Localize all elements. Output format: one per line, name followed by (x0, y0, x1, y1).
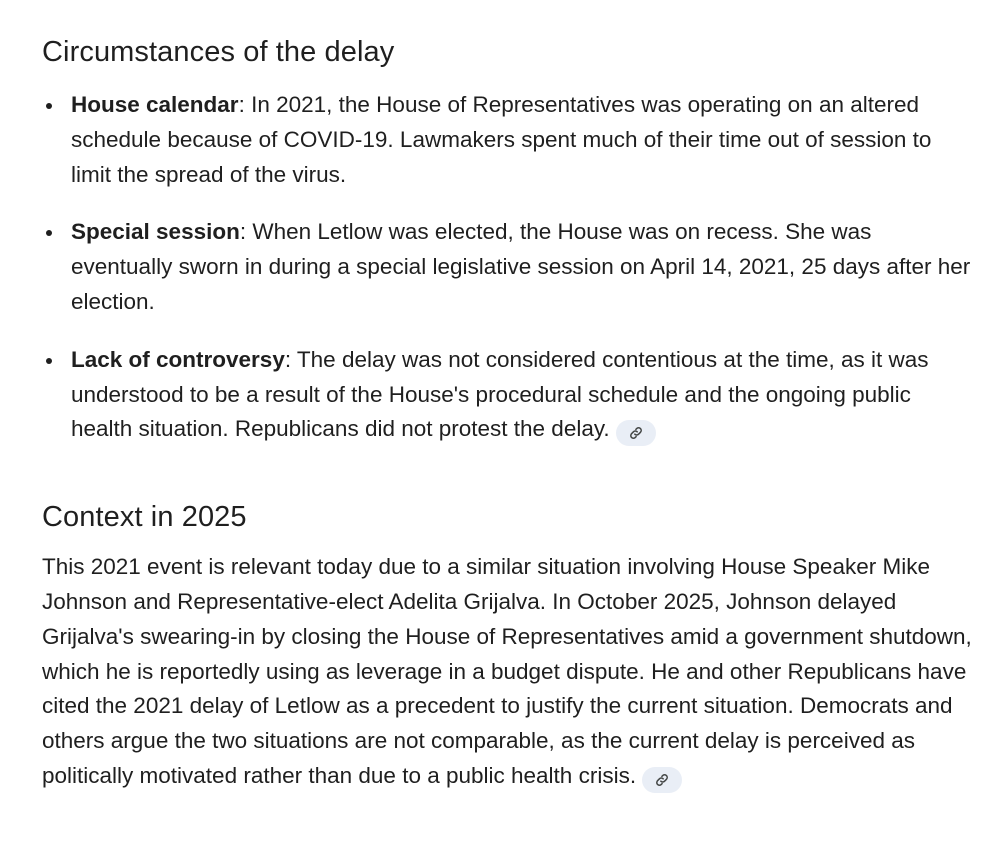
bullet-term: Special session (71, 219, 240, 245)
bullet-text: : The delay was not considered contentious at the time, as it was understood to be a result of the House's procedural schedule and the ongoing public health situation. Republicans did not protest the delay. (71, 346, 929, 442)
context-paragraph (42, 550, 972, 794)
bullet-text: : In 2021, the House of Representatives was operating on an altered schedule because of COVID-19. Lawmakers spent much of their time out of session to limit the spread of the virus. (71, 92, 932, 187)
section-heading-context-2025: Context in 2025 (42, 501, 247, 534)
circumstances-list (42, 88, 972, 447)
section-heading-circumstances: Circumstances of the delay (42, 36, 395, 68)
paragraph-text: This 2021 event is relevant today due to a similar situation involving House Speaker Mike Johnson and Representative-elect Adelita Grijalva. In October 2025, Johnson delayed Grijalva's swearing-in by closing the House of Representatives amid a government shutdown, which he is reportedly using as leverage in a budget dispute. He and other Republicans have cited the 2021 delay of Letlow as a precedent to justify the current situation. Democrats and others argue the two situations are not comparable, as the current delay is perceived as politically motivated rather than due to a public health crisis. (42, 554, 972, 788)
list-item-house-calendar (42, 88, 972, 192)
bullet-text: : When Letlow was elected, the House was on recess. She was eventually sworn in during a special legislative session on April 14, 2021, 25 days after her election. (71, 219, 971, 314)
bullet-term: House calendar (71, 92, 239, 117)
source-link-button[interactable] (616, 420, 656, 446)
link-icon (655, 773, 669, 787)
link-icon (629, 426, 643, 440)
bullet-term: Lack of controversy (71, 346, 285, 372)
list-item-lack-of-controversy (42, 343, 972, 447)
list-item-special-session (42, 215, 972, 319)
source-link-button[interactable] (642, 767, 682, 793)
